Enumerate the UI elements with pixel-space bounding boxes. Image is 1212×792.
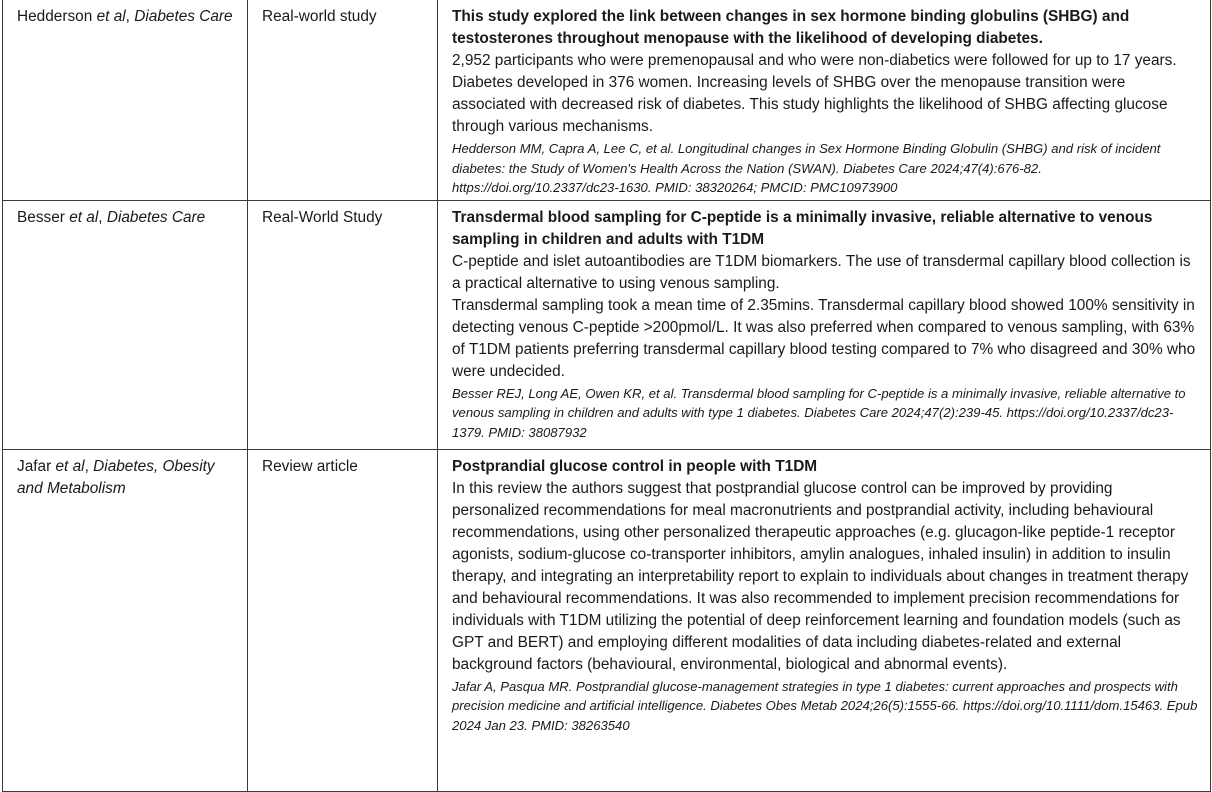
author-separator: , bbox=[84, 457, 94, 475]
study-paragraph: C-peptide and islet autoantibodies are T1DM biomarkers. The use of transdermal capillary blood collection is a practical alternative to using venous sampling. bbox=[452, 252, 1191, 292]
study-title: Postprandial glucose control in people with T1DM bbox=[452, 457, 818, 475]
table-row bbox=[3, 200, 1211, 449]
author-cell bbox=[3, 449, 248, 791]
author-cell bbox=[3, 200, 248, 449]
journal-name: Diabetes, Obesity and Metabolism bbox=[17, 457, 215, 497]
table-row bbox=[3, 0, 1211, 200]
author-name: Jafar bbox=[17, 457, 56, 475]
study-title: This study explored the link between changes in sex hormone binding globulins (SHBG) and testosterones throughout menopause with the likelihood of developing diabetes. bbox=[452, 8, 1130, 47]
study-title: Transdermal blood sampling for C-peptide is a minimally invasive, reliable alternative to venous sampling in children and adults with T1DM bbox=[452, 208, 1153, 248]
study-paragraph: In this review the authors suggest that postprandial glucose control can be improved by providing personalized recommendations for meal macronutrients and postprandial activity, including behavioural recommendations, using other personalized therapeutic approaches (e.g. glucagon-like peptide-1 receptor agonists, sodium-glucose co-transporter inhibitors, amylin analogues, inhaled insulin) in addition to insulin therapy, and integrating an interpretability report to explain to individuals about changes in treatment therapy and behavioural recommendations. It was also recommended to implement precision recommendations for individuals with T1DM utilizing the potential of deep reinforcement learning and foundation models (such as GPT and BERT) and employing different modalities of data including diabetes-related and external background factors (behavioural, environmental, biological and abnormal events). bbox=[452, 479, 1189, 673]
study-reference: Hedderson MM, Capra A, Lee C, et al. Longitudinal changes in Sex Hormone Binding Globulin (SHBG) and risk of incident diabetes: the Study of Women's Health Across the Nation (SWAN). Diabetes Care 2024;47(4):676-82. https://doi.org/10.2337/dc23-1630. PMID: 38320264; PMCID: PMC10973900 bbox=[452, 141, 1161, 196]
study-type-cell bbox=[248, 449, 438, 791]
author-separator: , bbox=[125, 8, 135, 25]
author-separator: , bbox=[98, 208, 107, 226]
study-paragraph: 2,952 participants who were premenopausal and who were non-diabetics were followed for up to 17 years. Diabetes developed in 376 women. Increasing levels of SHBG over the menopause transition were associated with decreased risk of diabetes. This study highlights the likelihood of SHBG affecting glucose through various mechanisms. bbox=[452, 52, 1177, 135]
study-type: Real-world study bbox=[262, 8, 377, 25]
study-type: Review article bbox=[262, 457, 358, 475]
study-paragraph: Transdermal sampling took a mean time of 2.35mins. Transdermal capillary blood showed 100% sensitivity in detecting venous C-peptide >200pmol/L. It was also preferred when compared to venous sampling, with 63% of T1DM patients preferring transdermal capillary blood testing compared to 7% who disagreed and 30% who were undecided. bbox=[452, 296, 1196, 380]
author-name: Hedderson bbox=[17, 8, 97, 25]
journal-name: Diabetes Care bbox=[106, 208, 206, 226]
et-al: et al bbox=[69, 208, 99, 226]
study-reference: Jafar A, Pasqua MR. Postprandial glucose-management strategies in type 1 diabetes: current approaches and prospects with precision medicine and artificial intelligence. Diabetes Obes Metab 2024;26(5):1555-66. https://doi.org/10.1111/dom.15463. Epub 2024 Jan 23. PMID: 38263540 bbox=[452, 678, 1198, 733]
summary-cell bbox=[438, 449, 1211, 791]
study-type-cell bbox=[248, 200, 438, 449]
study-type: Real-World Study bbox=[262, 208, 383, 226]
et-al: et al bbox=[96, 8, 126, 25]
table-row bbox=[3, 449, 1211, 791]
author-name: Besser bbox=[17, 208, 70, 226]
summary-cell bbox=[438, 0, 1211, 200]
summary-cell bbox=[438, 200, 1211, 449]
journal-name: Diabetes Care bbox=[134, 8, 233, 25]
studies-table bbox=[2, 0, 1211, 792]
study-type-cell bbox=[248, 0, 438, 200]
study-reference: Besser REJ, Long AE, Owen KR, et al. Transdermal blood sampling for C-peptide is a minimally invasive, reliable alternative to venous sampling in children and adults with type 1 diabetes. Diabetes Care 2024;47(2):239-45. https://doi.org/10.2337/dc23-1379. PMID: 38087932 bbox=[452, 385, 1186, 440]
et-al: et al bbox=[55, 457, 85, 475]
author-cell bbox=[3, 0, 248, 200]
